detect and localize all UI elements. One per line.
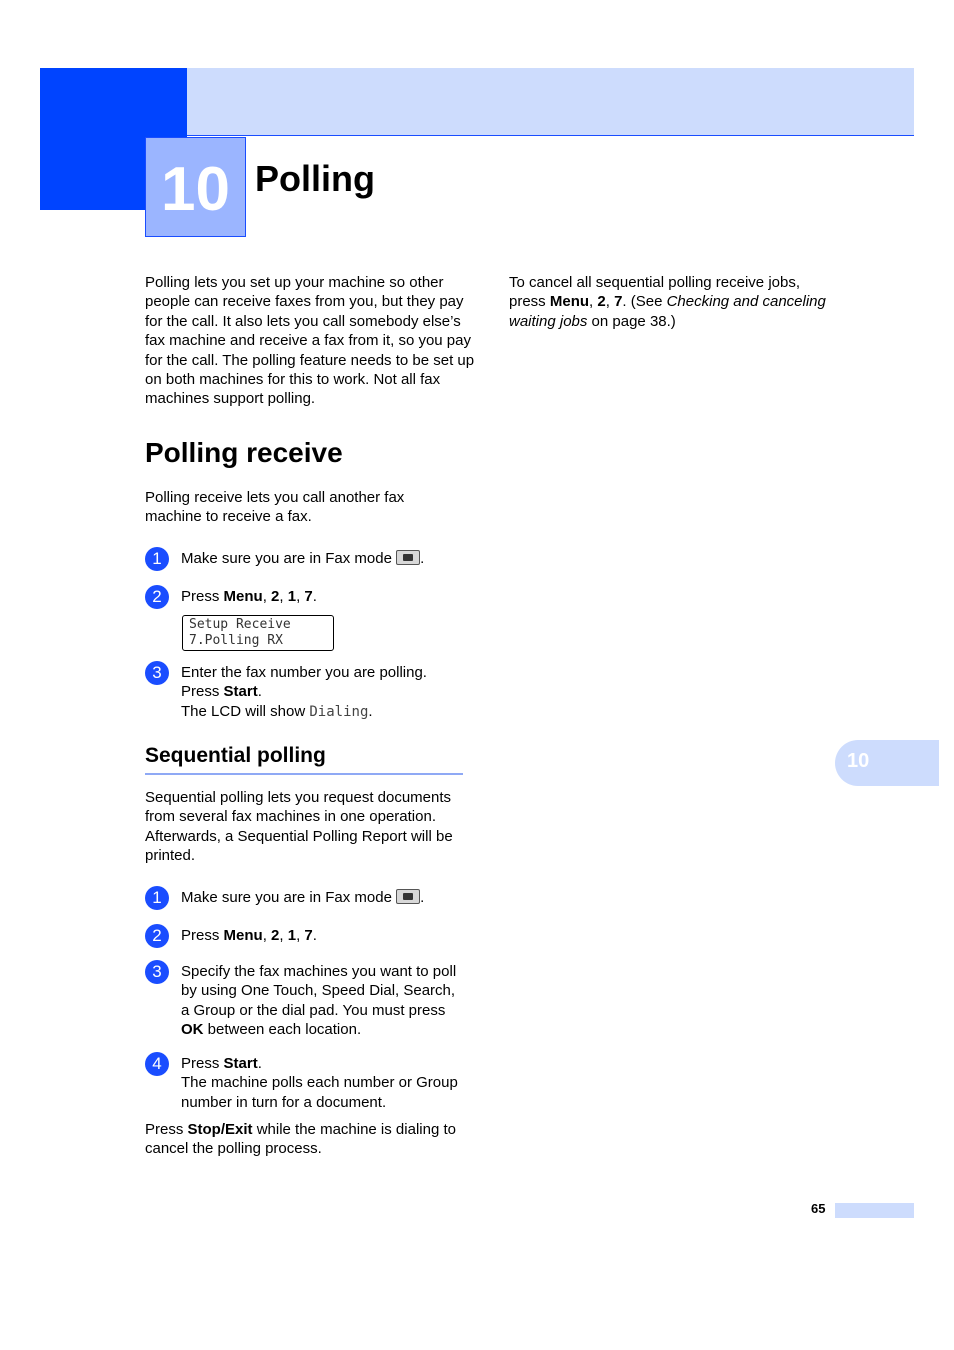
sequential-step-3: 3 Specify the fax machines you want to poll by using One Touch, Speed Dial, Search, a Group or the dial pad. You must press OK between each location. [145, 962, 465, 1040]
chapter-number: 10 [161, 155, 230, 224]
step-number: 2 [145, 585, 169, 609]
step-number: 4 [145, 1052, 169, 1076]
step-number: 3 [145, 960, 169, 984]
chapter-title: Polling [255, 158, 375, 199]
lcd-line-2: 7.Polling RX [189, 633, 283, 648]
stop-exit-note: Press Stop/Exit while the machine is dialing to cancel the polling process. [145, 1121, 456, 1158]
side-tab-number: 10 [847, 750, 870, 772]
lcd-text: Dialing [309, 703, 369, 720]
step-number: 1 [145, 886, 169, 910]
header-rule [187, 135, 914, 136]
subsection-heading-sequential-polling: Sequential polling [145, 744, 326, 767]
polling-receive-step-1: 1 Make sure you are in Fax mode . [145, 549, 465, 568]
chapter-number-box [145, 137, 246, 237]
subsection-rule [145, 773, 463, 775]
header-band [187, 68, 914, 136]
sequential-step-2: 2 Press Menu, 2, 1, 7. [145, 926, 465, 945]
polling-receive-step-2: 2 Press Menu, 2, 1, 7. [145, 587, 465, 606]
page-reference: Checking and canceling waiting jobs [509, 293, 826, 330]
polling-receive-description: Polling receive lets you call another fax machine to receive a fax. [145, 489, 405, 526]
sequential-step-1: 1 Make sure you are in Fax mode . [145, 888, 465, 907]
page-number: 65 [811, 1201, 826, 1216]
step-number: 2 [145, 924, 169, 948]
step-number: 3 [145, 661, 169, 685]
intro-paragraph: Polling lets you set up your machine so other people can receive faxes from you, but they pay for the call. It also lets you call somebody else’s fax machine and receive a fax from it, so you pay for the call. The polling feature needs to be set up on both machines for this to work. Not all fax machines support polling. [145, 274, 475, 408]
fax-mode-icon [396, 889, 420, 904]
footer-bar [835, 1203, 914, 1218]
step-number: 1 [145, 547, 169, 571]
sequential-step-4: 4 Press Start. The machine polls each number or Group number in turn for a document. [145, 1054, 465, 1112]
lcd-display [182, 615, 334, 651]
chapter-side-tab [835, 740, 939, 786]
lcd-line-1: Setup Receive [189, 617, 291, 632]
section-heading-polling-receive: Polling receive [145, 437, 343, 468]
fax-mode-icon [396, 550, 420, 565]
sequential-description: Sequential polling lets you request documents from several fax machines in one operation. Afterwards, a Sequential Polling Report will be printed. [145, 789, 453, 865]
polling-receive-step-3: 3 Enter the fax number you are polling. Press Start. The LCD will show Dialing. [145, 663, 465, 722]
cancel-paragraph: To cancel all sequential polling receive jobs, press Menu, 2, 7. (See Checking and canceling waiting jobs on page 38.) [509, 274, 826, 330]
